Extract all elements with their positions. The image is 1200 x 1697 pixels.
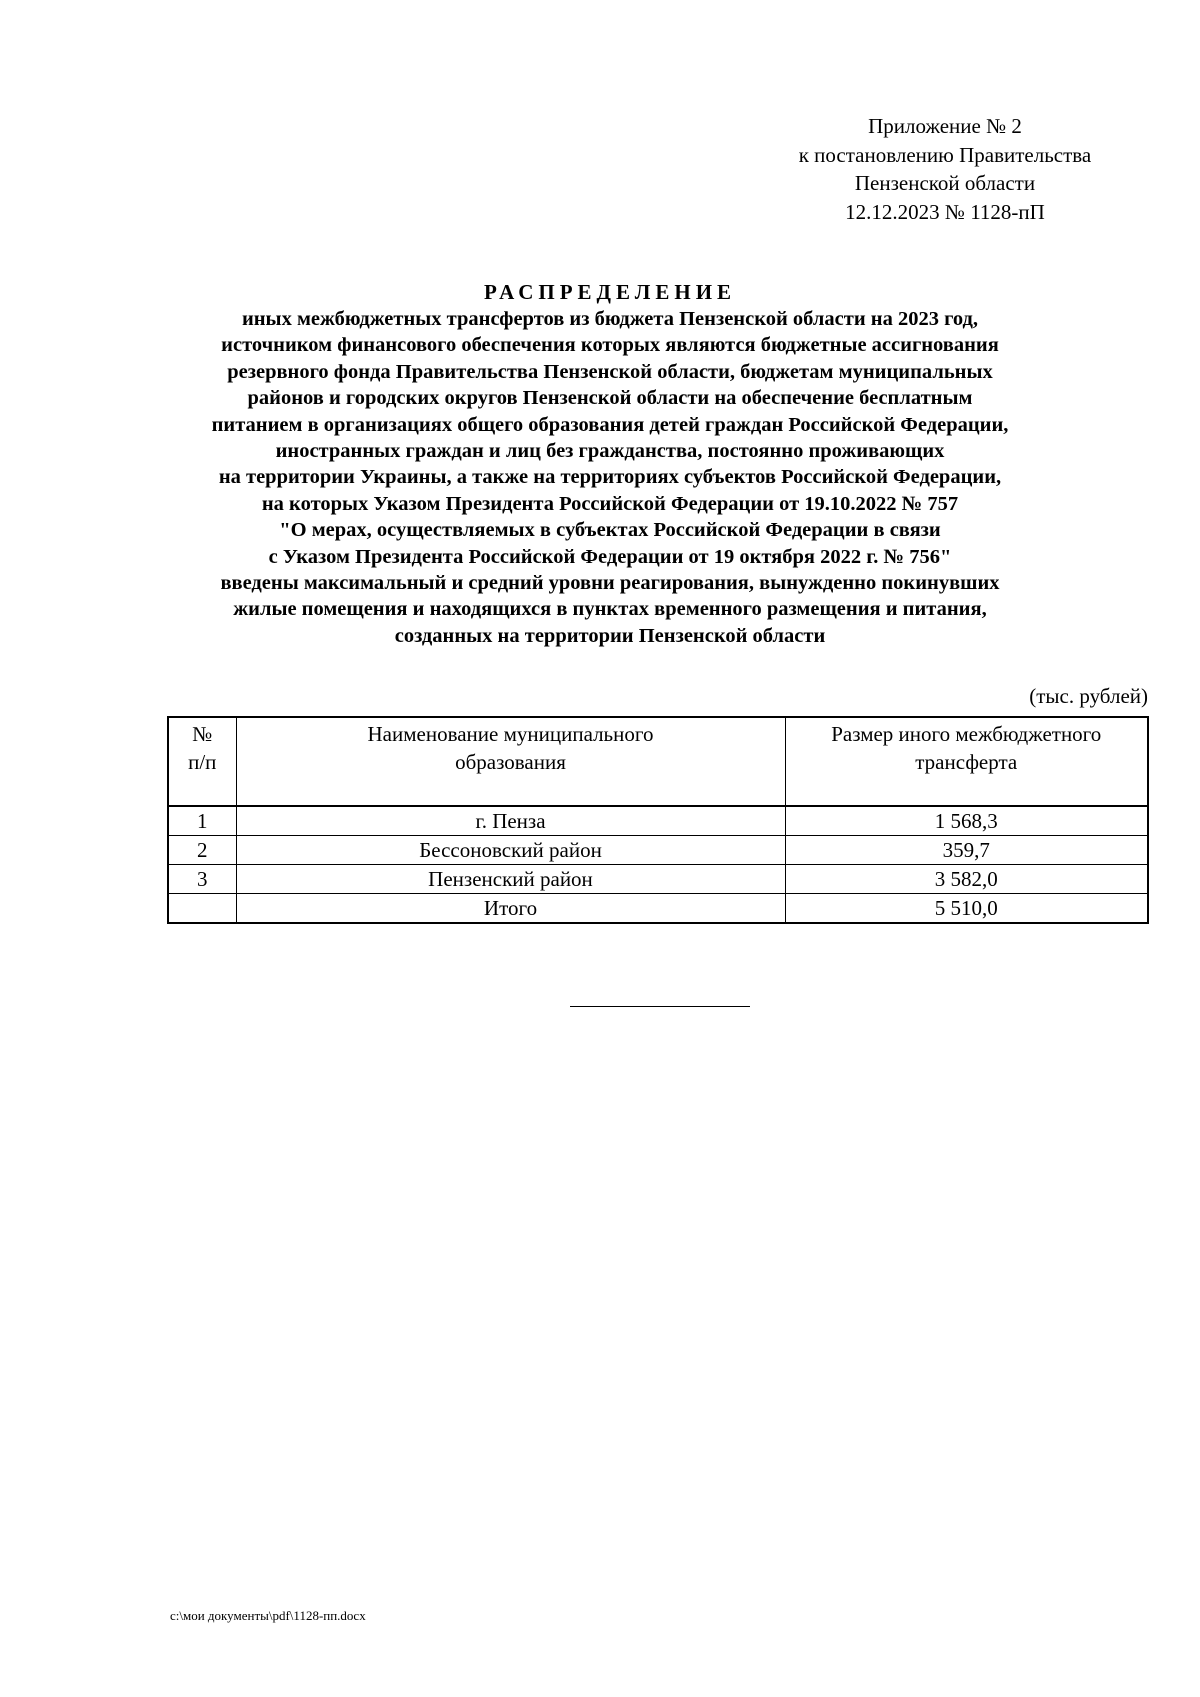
units-label: (тыс. рублей) [1029, 684, 1148, 708]
row-municipality: Бессоновский район [236, 836, 785, 865]
row-amount: 359,7 [785, 836, 1148, 865]
row-number: 1 [168, 806, 236, 836]
row-municipality: Итого [236, 894, 785, 924]
heading-line: резервного фонда Правительства Пензенской области, бюджетам муниципальных [227, 360, 993, 383]
header-number-abbr: п/п [188, 750, 217, 774]
header-number-cell [168, 717, 236, 806]
document-heading [140, 306, 1080, 649]
annex-block [760, 112, 1130, 226]
header-name-line1: Наименование муниципального [367, 722, 654, 746]
annex-date-number: 12.12.2023 № 1128-пП [845, 199, 1045, 224]
heading-line: иностранных граждан и лиц без гражданства, постоянно проживающих [275, 440, 945, 463]
heading-line: районов и городских округов Пензенской области на обеспечение бесплатным [247, 387, 973, 410]
table-header-row [168, 717, 1148, 806]
row-municipality: Пензенский район [236, 865, 785, 894]
footer-file-path: c:\мои документы\pdf\1128-пп.docx [170, 1608, 366, 1623]
annex-number: Приложение № 2 [868, 114, 1022, 138]
annex-region: Пензенской области [854, 171, 1036, 195]
closing-separator-line [570, 1006, 750, 1007]
heading-line: жилые помещения и находящихся в пунктах временного размещения и питания, [233, 598, 987, 621]
table-row [168, 806, 1148, 836]
header-value-line1: Размер иного межбюджетного [831, 722, 1102, 746]
heading-line: источником финансового обеспечения которых являются бюджетные ассигнования [221, 334, 999, 357]
row-number [168, 894, 236, 924]
row-municipality: г. Пенза [236, 806, 785, 836]
heading-line: на территории Украины, а также на территориях субъектов Российской Федерации, [218, 466, 1002, 489]
table-header [167, 716, 1149, 807]
header-name-cell [236, 717, 785, 806]
table-total-row [168, 894, 1148, 924]
heading-line: "О мерах, осуществляемых в субъектах Российской Федерации в связи [279, 519, 941, 542]
row-number: 3 [168, 865, 236, 894]
header-name-line2: образования [455, 750, 566, 774]
row-amount: 3 582,0 [785, 865, 1148, 894]
distribution-table [167, 805, 1149, 924]
annex-reference: к постановлению Правительства [798, 142, 1092, 167]
heading-line: созданных на территории Пензенской области [394, 624, 826, 647]
heading-line: питанием в организациях общего образования детей граждан Российской Федерации, [211, 413, 1009, 436]
table-row [168, 865, 1148, 894]
row-amount: 1 568,3 [785, 806, 1148, 836]
heading-line: на которых Указом Президента Российской Федерации от 19.10.2022 № 757 [261, 492, 959, 515]
header-value-cell [785, 717, 1148, 806]
heading-line: введены максимальный и средний уровни реагирования, вынужденно покинувших [220, 572, 1000, 595]
heading-line: с Указом Президента Российской Федерации от 19 октября 2022 г. № 756" [268, 545, 952, 568]
row-amount: 5 510,0 [785, 894, 1148, 924]
table-row [168, 836, 1148, 865]
header-value-line2: трансферта [915, 750, 1018, 774]
heading-line: иных межбюджетных трансфертов из бюджета Пензенской области на 2023 год, [241, 308, 979, 330]
header-number-sign: № [192, 722, 213, 746]
document-title: РАСПРЕДЕЛЕНИЕ [483, 280, 737, 304]
row-number: 2 [168, 836, 236, 865]
